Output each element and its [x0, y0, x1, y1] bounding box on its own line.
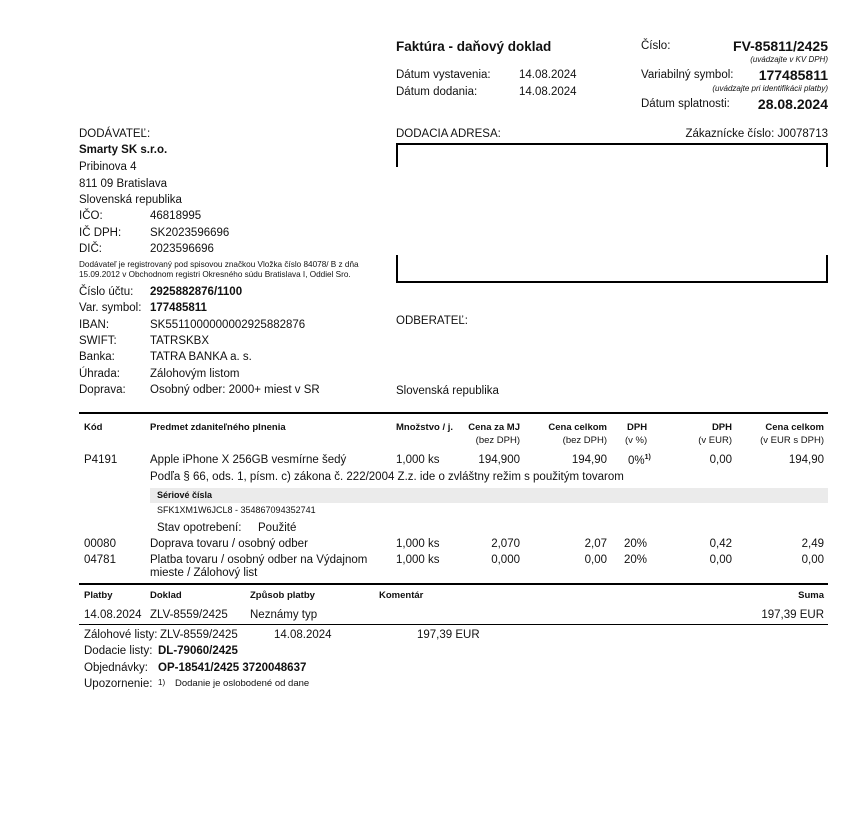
row3-total-vat: 0,00: [801, 554, 824, 566]
payment-label: Úhrada:: [79, 368, 120, 380]
serial-numbers-bar: [150, 488, 828, 503]
col-unit-price: Cena za MJ: [468, 422, 520, 433]
row2-total: 2,07: [584, 538, 607, 550]
supplier-street: Pribinova 4: [79, 161, 137, 173]
payment-doc: ZLV-8559/2425: [150, 609, 228, 621]
bank-vs-label: Var. symbol:: [79, 302, 142, 314]
customer-number: Zákaznícke číslo: J0078713: [685, 128, 828, 140]
invoice-number-note: (uvádzajte v KV DPH): [750, 55, 828, 64]
advance-date: 14.08.2024: [274, 629, 332, 641]
col-total-vat: Cena celkom: [765, 422, 824, 433]
row3-qty: 1,000 ks: [396, 554, 440, 566]
col-code: Kód: [84, 422, 103, 433]
condition-value: Použité: [258, 522, 297, 534]
payment-method-value: Neznámy typ: [250, 609, 318, 621]
customer-label: ODBERATEĽ:: [396, 315, 468, 327]
supplier-ico: 46818995: [150, 210, 202, 222]
iban: SK5511000000002925882876: [150, 319, 306, 331]
swift: TATRSKBX: [150, 335, 209, 347]
variable-symbol: 177485811: [758, 67, 828, 83]
col-unit-price-sub: (bez DPH): [475, 435, 520, 446]
row3-unit: 0,000: [491, 554, 520, 566]
row2-code: 00080: [84, 538, 116, 550]
row2-qty: 1,000 ks: [396, 538, 440, 550]
row3-vat: 20%: [624, 554, 648, 566]
supplier-ico-label: IČO:: [79, 210, 103, 222]
supplier-label: DODÁVATEĽ:: [79, 128, 151, 140]
row3-code: 04781: [84, 554, 116, 566]
payment-method: Zálohovým listom: [150, 368, 240, 380]
row2-unit: 2,070: [491, 538, 520, 550]
issue-date-label: Dátum vystavenia:: [396, 69, 491, 81]
supplier-register-note: Dodávateľ je registrovaný pod spisovou značkou Vložka číslo 84078/ B z dňa 15.09.2012 v Obchodnom registri Okresného súdu Bratislava I, Oddiel Sro.: [79, 260, 359, 279]
col-total-vat-sub: (v EUR s DPH): [760, 435, 824, 446]
payments-bottom-rule: [79, 624, 828, 625]
row3-total: 0,00: [584, 554, 607, 566]
row1-code: P4191: [84, 454, 118, 466]
transport-label: Doprava:: [79, 384, 126, 396]
variable-symbol-note: (uvádzajte pri identifikácii platby): [712, 84, 828, 93]
col-vat-eur-sub: (v EUR): [698, 435, 732, 446]
due-date-label: Dátum splatnosti:: [641, 98, 730, 110]
payment-sum: 197,39 EUR: [761, 609, 824, 621]
row2-total-vat: 2,49: [801, 538, 824, 550]
payments-col-doc: Doklad: [150, 590, 182, 601]
payment-date: 14.08.2024: [84, 609, 142, 621]
row1-unit: 194,900: [478, 454, 520, 466]
supplier-icdph: SK2023596696: [150, 227, 230, 239]
row1-qty: 1,000 ks: [396, 454, 440, 466]
orders-label: Objednávky:: [84, 662, 148, 674]
iban-label: IBAN:: [79, 319, 110, 331]
serial-number: SFK1XM1W6JCL8 - 354867094352741: [157, 505, 316, 515]
supplier-name: Smarty SK s.r.o.: [79, 144, 168, 156]
serial-label: Sériové čísla: [157, 490, 213, 500]
supplier-dic-label: DIČ:: [79, 243, 102, 255]
row1-vat: 0%$^{1)}$: [628, 454, 651, 467]
row3-name: Platba tovaru / osobný odber na Výdajnom: [150, 554, 368, 566]
bank-label: Banka:: [79, 351, 115, 363]
advance-sum: 197,39 EUR: [417, 629, 480, 641]
row1-legal-note: Podľa § 66, ods. 1, písm. c) zákona č. 222/2004 Z.z. ide o zvláštny režim s použitým tovarom: [150, 471, 624, 483]
supplier-icdph-label: IČ DPH:: [79, 227, 122, 239]
row1-vat-footnote: 1): [644, 454, 651, 461]
row1-vat-eur: 0,00: [709, 454, 732, 466]
bank-name: TATRA BANKA a. s.: [150, 351, 252, 363]
advance-doc: ZLV-8559/2425: [160, 629, 238, 641]
row1-total-vat: 194,90: [788, 454, 824, 466]
issue-date: 14.08.2024: [519, 69, 577, 81]
row3-vat-eur: 0,00: [709, 554, 732, 566]
condition-label: Stav opotrebení:: [157, 522, 242, 534]
account-label: Číslo účtu:: [79, 286, 134, 298]
orders-value: OP-18541/2425 3720048637: [158, 662, 307, 674]
row1-total: 194,90: [571, 454, 607, 466]
delivery-date-label: Dátum dodania:: [396, 86, 478, 98]
invoice-number: FV-85811/2425: [733, 38, 828, 54]
row2-vat-eur: 0,42: [709, 538, 732, 550]
col-vat: DPH: [627, 422, 648, 433]
customer-country: Slovenská republika: [396, 385, 499, 397]
notice-label: Upozornenie:: [84, 678, 153, 690]
col-total: Cena celkom: [548, 422, 607, 433]
notice-text: Dodanie je oslobodené od dane: [175, 678, 310, 689]
row2-vat: 20%: [624, 538, 648, 550]
col-total-sub: (bez DPH): [562, 435, 607, 446]
delivery-address-label: DODACIA ADRESA:: [396, 128, 501, 140]
notice-footnote: 1): [158, 678, 166, 687]
supplier-city: 811 09 Bratislava: [79, 178, 168, 190]
payments-col-comment: Komentár: [379, 590, 424, 601]
row1-name: Apple iPhone X 256GB vesmírne šedý: [150, 454, 347, 466]
col-vat-sub: (v %): [625, 435, 648, 446]
advance-label: Zálohové listy:: [84, 629, 158, 641]
col-subject: Predmet zdaniteľného plnenia: [150, 422, 286, 433]
supplier-country: Slovenská republika: [79, 194, 182, 206]
account-number: 2925882876/1100: [150, 286, 243, 298]
invoice-title: Faktúra - daňový doklad: [396, 39, 552, 54]
transport-method: Osobný odber: 2000+ miest v SR: [150, 384, 320, 396]
payments-col-sum: Suma: [798, 590, 824, 601]
delivery-notes-label: Dodacie listy:: [84, 645, 153, 657]
row2-name: Doprava tovaru / osobný odber: [150, 538, 308, 550]
delivery-date: 14.08.2024: [519, 86, 577, 98]
col-vat-eur: DPH: [711, 422, 732, 433]
variable-symbol-label: Variabilný symbol:: [641, 69, 734, 81]
table-top-rule: [79, 412, 828, 414]
col-qty: Množstvo / j.: [396, 422, 453, 433]
due-date: 28.08.2024: [757, 96, 828, 112]
delivery-address-box: [396, 143, 828, 283]
invoice-number-label: Číslo:: [641, 40, 671, 52]
payments-col-method: Způsob platby: [250, 590, 315, 601]
delivery-notes-doc: DL-79060/2425: [158, 645, 238, 657]
supplier-dic: 2023596696: [150, 243, 214, 255]
payments-top-rule: [79, 583, 828, 585]
swift-label: SWIFT:: [79, 335, 117, 347]
payments-col-payments: Platby: [84, 590, 113, 601]
bank-vs: 177485811: [150, 302, 207, 314]
row3-name-line2: mieste / Zálohový list: [150, 567, 258, 579]
